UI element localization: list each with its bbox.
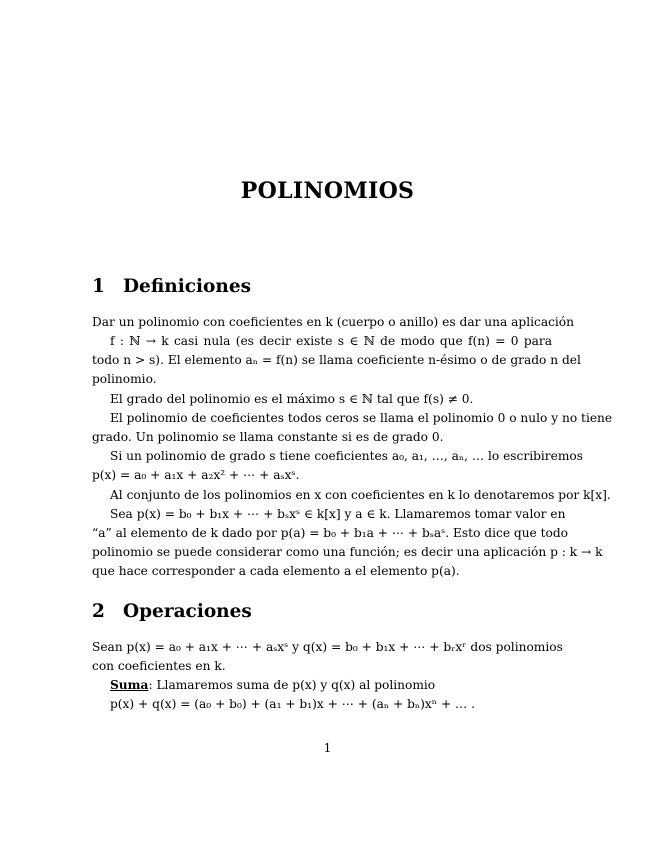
formula-line: p(x) = a₀ + a₁x + a₂x² + ⋯ + aₛxˢ.: [92, 468, 300, 482]
formula-line: p(x) + q(x) = (a₀ + b₀) + (a₁ + b₁)x + ⋯ + (aₙ + bₙ)xⁿ + … .: [110, 697, 475, 711]
section-heading-operaciones: [92, 601, 252, 622]
section-title: Definiciones: [123, 276, 252, 297]
paragraph-line: Al conjunto de los polinomios en x con coeficientes en k lo denotaremos por k[x].: [110, 488, 611, 502]
paragraph-line: Dar un polinomio con coeficientes en k (cuerpo o anillo) es dar una aplicación: [92, 315, 574, 329]
paragraph-line: con coeficientes en k.: [92, 659, 226, 673]
suma-term: Suma: [110, 678, 149, 692]
paragraph-line: “a” al elemento de k dado por p(a) = b₀ + b₁a + ⋯ + bₛaˢ. Esto dice que todo: [92, 526, 569, 540]
section-title: Operaciones: [123, 601, 252, 622]
suma-definition: : Llamaremos suma de p(x) y q(x) al polinomio: [148, 678, 436, 692]
section-number: 2: [92, 601, 105, 622]
paragraph-line: El grado del polinomio es el máximo s ∈ ℕ tal que f(s) ≠ 0.: [110, 392, 474, 406]
paragraph-line: que hace corresponder a cada elemento a el elemento p(a).: [92, 564, 460, 578]
paragraph-line: [92, 678, 552, 693]
paragraph-line: polinomio.: [92, 372, 157, 386]
section-number: 1: [92, 276, 105, 297]
page-number: 1: [323, 741, 332, 755]
document-title: POLINOMIOS: [240, 178, 415, 204]
paragraph-line: El polinomio de coeficientes todos ceros se llama el polinomio 0 o nulo y no tiene: [110, 411, 613, 425]
paragraph-line: grado. Un polinomio se llama constante si es de grado 0.: [92, 430, 444, 444]
paragraph-line: f : ℕ → k casi nula (es decir existe s ∈ ℕ de modo que f(n) = 0 para: [110, 334, 552, 348]
paragraph-line: polinomio se puede considerar como una función; es decir una aplicación p : k → k: [92, 545, 603, 559]
paragraph-line: todo n > s). El elemento aₙ = f(n) se llama coeficiente n-ésimo o de grado n del: [92, 353, 581, 367]
paragraph-line: Si un polinomio de grado s tiene coeficientes a₀, a₁, …, aₙ, … lo escribiremos: [110, 449, 583, 463]
paragraph-line: Sea p(x) = b₀ + b₁x + ⋯ + bₛxˢ ∈ k[x] y a ∈ k. Llamaremos tomar valor en: [110, 507, 566, 521]
paragraph-line: Sean p(x) = a₀ + a₁x + ⋯ + aₛxˢ y q(x) = b₀ + b₁x + ⋯ + bᵣxʳ dos polinomios: [92, 640, 563, 654]
section-heading-definiciones: [92, 276, 251, 297]
